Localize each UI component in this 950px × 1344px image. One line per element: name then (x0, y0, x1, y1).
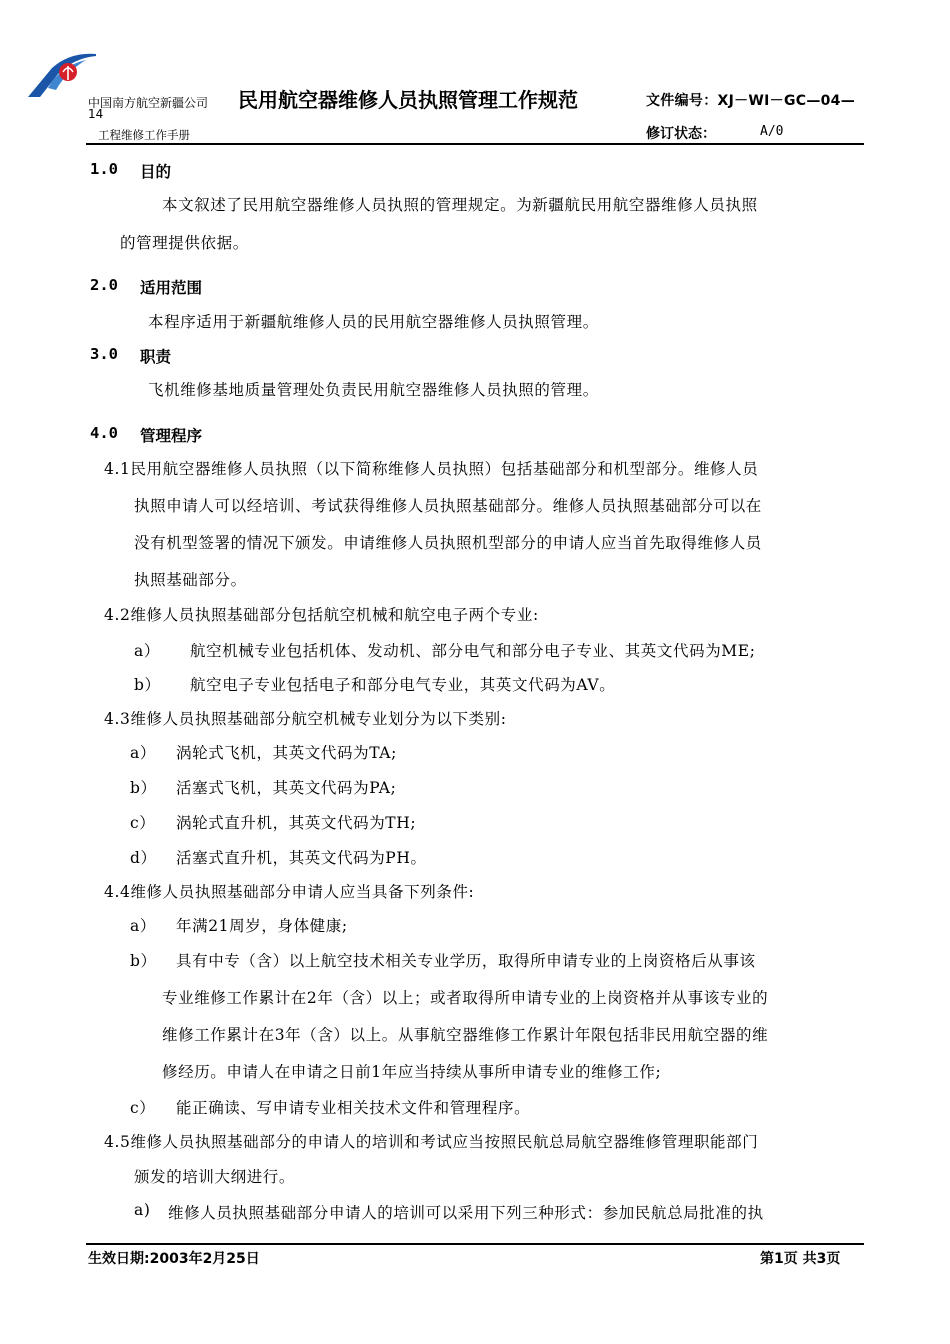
section-3-title: 职责 (140, 347, 172, 366)
clause-4-1-line-3: 没有机型签署的情况下颁发。申请维修人员执照机型部分的申请人应当首先取得维修人员 (134, 534, 762, 552)
clause-4-1-line-1: 4.1民用航空器维修人员执照（以下简称维修人员执照）包括基础部分和机型部分。维修人员 (104, 460, 759, 478)
clause-4-2-b-marker: b） (134, 676, 161, 694)
section-1-text-line-2: 的管理提供依据。 (120, 234, 249, 252)
clause-4-2-b: 航空电子专业包括电子和部分电气专业，其英文代码为AV。 (190, 676, 616, 694)
clause-4-3-d: 活塞式直升机，其英文代码为PH。 (176, 849, 427, 867)
document-title: 民用航空器维修人员执照管理工作规范 (238, 88, 578, 112)
footer-divider (86, 1243, 864, 1245)
clause-4-4-c: 能正确读、写申请专业相关技术文件和管理程序。 (176, 1099, 531, 1117)
revision-label: 修订状态： (646, 126, 716, 142)
document-number: 文件编号：XJ－WI－GC—04— (646, 93, 856, 109)
clause-4-5-line-2: 颁发的培训大纲进行。 (134, 1168, 296, 1186)
clause-4-4-b-line-1: 具有中专（含）以上航空技术相关专业学历，取得所申请专业的上岗资格后从事该 (176, 952, 756, 970)
clause-4-5-a-marker: a) (134, 1201, 151, 1219)
clause-4-3-d-marker: d） (130, 849, 157, 867)
clause-4-1-line-2: 执照申请人可以经培训、考试获得维修人员执照基础部分。维修人员执照基础部分可以在 (134, 497, 762, 515)
clause-4-3-a-marker: a） (130, 744, 156, 762)
manual-name: 工程维修工作手册 (98, 128, 190, 142)
section-4-number: 4.0 (90, 424, 118, 442)
company-logo (26, 50, 98, 100)
section-3-text: 飞机维修基地质量管理处负责民用航空器维修人员执照的管理。 (148, 381, 599, 399)
clause-4-3-c-marker: c） (130, 814, 156, 832)
section-1-title: 目的 (140, 162, 172, 181)
clause-4-4-b-line-4: 修经历。申请人在申请之日前1年应当持续从事所申请专业的维修工作; (162, 1063, 662, 1081)
section-2-text: 本程序适用于新疆航维修人员的民用航空器维修人员执照管理。 (148, 313, 599, 331)
section-1-text-line-1: 本文叙述了民用航空器维修人员执照的管理规定。为新疆航民用航空器维修人员执照 (162, 196, 758, 214)
clause-4-4-b-line-3: 维修工作累计在3年（含）以上。从事航空器维修工作累计年限包括非民用航空器的维 (162, 1026, 769, 1044)
effective-date: 生效日期:2003年2月25日 (88, 1251, 260, 1267)
company-name: 中国南方航空新疆公司 (88, 96, 209, 110)
section-2-title: 适用范围 (140, 278, 203, 297)
clause-4-3-b-marker: b） (130, 779, 157, 797)
clause-4-1-line-4: 执照基础部分。 (134, 571, 247, 589)
clause-4-5-line-1: 4.5维修人员执照基础部分的申请人的培训和考试应当按照民航总局航空器维修管理职能部门 (104, 1133, 759, 1151)
clause-4-4-c-marker: c） (130, 1099, 156, 1117)
clause-4-2: 4.2维修人员执照基础部分包括航空机械和航空电子两个专业: (104, 606, 539, 624)
clause-4-4-b-marker: b） (130, 952, 157, 970)
header-divider (86, 143, 864, 145)
clause-4-3-c: 涡轮式直升机，其英文代码为TH; (176, 814, 417, 832)
page-number: 第1页 共3页 (760, 1251, 841, 1267)
clause-4-4-a: 年满21周岁，身体健康; (176, 917, 348, 935)
section-2-number: 2.0 (90, 276, 118, 294)
section-1-number: 1.0 (90, 160, 118, 178)
clause-4-5-a: 维修人员执照基础部分申请人的培训可以采用下列三种形式：参加民航总局批准的执 (168, 1204, 764, 1222)
revision-value: A/0 (760, 124, 784, 139)
clause-4-4: 4.4维修人员执照基础部分申请人应当具备下列条件: (104, 883, 475, 901)
clause-4-4-b-line-2: 专业维修工作累计在2年（含）以上；或者取得所申请专业的上岗资格并从事该专业的 (162, 989, 769, 1007)
clause-4-3: 4.3维修人员执照基础部分航空机械专业划分为以下类别: (104, 710, 507, 728)
section-4-title: 管理程序 (140, 426, 203, 445)
clause-4-3-a: 涡轮式飞机，其英文代码为TA; (176, 744, 397, 762)
clause-4-2-a: 航空机械专业包括机体、发动机、部分电气和部分电子专业、其英文代码为ME; (190, 642, 756, 660)
clause-4-3-b: 活塞式飞机，其英文代码为PA; (176, 779, 397, 797)
section-3-number: 3.0 (90, 345, 118, 363)
clause-4-4-a-marker: a） (130, 917, 156, 935)
company-name-continuation: 14 (88, 107, 104, 121)
clause-4-2-a-marker: a） (134, 642, 160, 660)
